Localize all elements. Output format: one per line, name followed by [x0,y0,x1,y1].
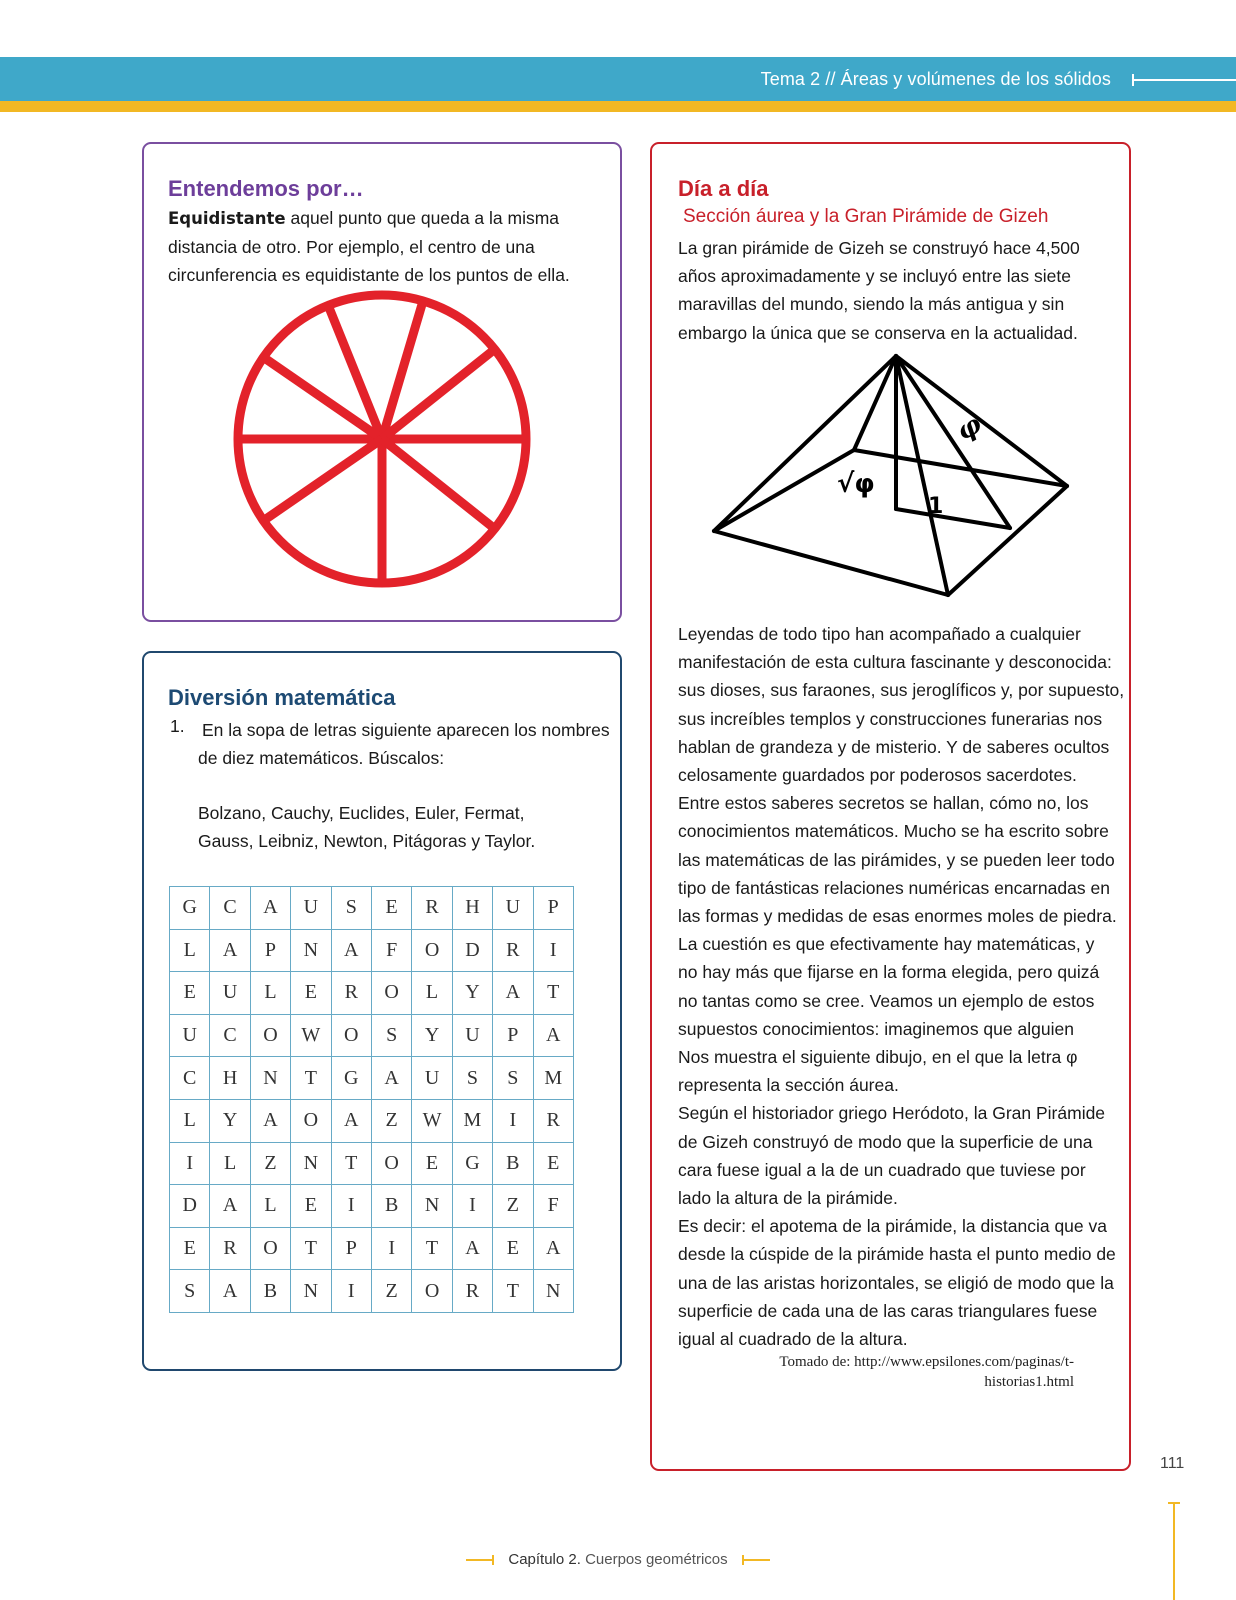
grid-letter: P [331,1227,371,1270]
footer-chapter-label: Capítulo 2. [508,1551,581,1568]
grid-letter: E [412,1142,452,1185]
dia-title: Día a día [678,176,769,201]
sqrt-phi-label: √φ [837,469,875,499]
diversion-title: Diversión matemática [168,685,396,710]
grid-letter: R [331,972,371,1015]
diversion-instruction [198,716,610,772]
page-number: 111 [1160,1455,1185,1472]
grid-letter: A [250,1099,290,1142]
radius-line [382,439,495,529]
grid-letter: T [412,1227,452,1270]
grid-letter: S [452,1057,492,1100]
body-line: Es decir: el apotema de la pirámide, la distancia que va [678,1216,1107,1237]
footer-chapter-name: Cuerpos geométricos [580,1551,728,1568]
grid-letter: W [291,1014,331,1057]
names-line-2: Gauss, Leibniz, Newton, Pitágoras y Taylor. [198,831,536,852]
grid-letter: M [533,1057,573,1100]
grid-letter: C [210,887,250,930]
body-line: sus increíbles templos y construcciones funerarias nos [678,708,1103,729]
grid-letter: S [331,887,371,930]
grid-letter: T [291,1227,331,1270]
grid-row [170,1014,574,1057]
grid-letter: L [170,929,210,972]
grid-letter: A [331,929,371,972]
grid-letter: F [371,929,411,972]
grid-letter: A [210,1270,250,1313]
grid-letter: L [250,1185,290,1228]
grid-letter: A [452,1227,492,1270]
circle-spokes-diagram [224,286,536,598]
dia-intro [678,234,1080,347]
grid-letter: G [331,1057,371,1100]
header-line [1132,79,1236,81]
grid-letter: N [533,1270,573,1313]
footer [0,1551,1236,1568]
grid-letter: P [533,887,573,930]
grid-letter: N [291,1270,331,1313]
body-line: una de las aristas horizontales, se eligió de modo que la [678,1272,1114,1293]
grid-letter: M [452,1099,492,1142]
body-line: tipo de fantásticas relaciones numéricas encarnadas en [678,877,1110,898]
grid-letter: U [170,1014,210,1057]
body-line: representa la sección áurea. [678,1075,899,1096]
grid-letter: O [371,972,411,1015]
footer-right-rule [742,1559,770,1561]
body-line: las matemáticas de las pirámides, y se pueden leer todo [678,849,1115,870]
grid-letter: I [452,1185,492,1228]
grid-letter: C [170,1057,210,1100]
entendemos-title: Entendemos por… [168,176,364,201]
body-line: igual al cuadrado de la altura. [678,1329,908,1350]
grid-row [170,972,574,1015]
grid-letter: L [250,972,290,1015]
grid-letter: N [291,929,331,972]
body-line: no hay más que fijarse en la forma elegida, pero quizá [678,962,1100,983]
grid-letter: S [170,1270,210,1313]
grid-letter: B [371,1185,411,1228]
dia-subtitle: Sección áurea y la Gran Pirámide de Gizeh [683,206,1049,227]
grid-letter: I [331,1270,371,1313]
body-line: de Gizeh construyó de modo que la superficie de una [678,1131,1093,1152]
body-line: cara fuese igual a la de un cuadrado que tuviese por [678,1159,1086,1180]
body-line: Leyendas de todo tipo han acompañado a cualquier [678,624,1081,644]
body-line: supuestos conocimientos: imaginemos que alguien [678,1018,1074,1039]
grid-row [170,1099,574,1142]
grid-letter: A [250,887,290,930]
half-base-line [896,509,1010,528]
instruction-line-1: En la sopa de letras siguiente aparecen los nombres [202,720,610,740]
grid-letter: C [210,1014,250,1057]
radius-line [263,439,382,521]
intro-line: maravillas del mundo, siendo la más antigua y sin [678,294,1065,315]
grid-letter: D [170,1185,210,1228]
entendemos-line-2: distancia de otro. Por ejemplo, el centro de una [168,237,535,258]
body-line: hablan de grandeza y de misterio. Y de saberes ocultos [678,736,1110,757]
grid-letter: E [291,972,331,1015]
grid-letter: L [170,1099,210,1142]
grid-letter: S [493,1057,533,1100]
grid-letter: P [250,929,290,972]
grid-row [170,887,574,930]
grid-letter: O [250,1014,290,1057]
grid-letter: W [412,1099,452,1142]
grid-letter: Z [371,1099,411,1142]
grid-letter: A [331,1099,371,1142]
grid-letter: A [493,972,533,1015]
grid-letter: R [210,1227,250,1270]
grid-letter: O [291,1099,331,1142]
body-line: las formas y medidas de esas enormes moles de piedra. [678,906,1117,927]
grid-letter: O [412,1270,452,1313]
grid-letter: N [412,1185,452,1228]
pyramid-diagram [700,352,1080,604]
grid-letter: E [493,1227,533,1270]
grid-letter: E [371,887,411,930]
body-line: La cuestión es que efectivamente hay matemáticas, y [678,934,1095,955]
grid-letter: L [412,972,452,1015]
grid-letter: B [250,1270,290,1313]
intro-line: años aproximadamente y se incluyó entre las siete [678,266,1071,287]
grid-letter: U [291,887,331,930]
grid-letter: A [210,1185,250,1228]
body-line: superficie de cada una de las caras triangulares fuese [678,1300,1098,1321]
grid-letter: I [533,929,573,972]
grid-letter: A [533,1014,573,1057]
grid-letter: H [210,1057,250,1100]
grid-letter: E [170,1227,210,1270]
grid-letter: R [412,887,452,930]
grid-letter: A [210,929,250,972]
grid-letter: T [533,972,573,1015]
entendemos-term: Equidistante [168,209,286,228]
header-title: Tema 2 // Áreas y volúmenes de los sólidos [760,69,1111,89]
grid-letter: T [331,1142,371,1185]
entendemos-line-1: aquel punto que queda a la misma [285,208,560,228]
grid-row [170,1270,574,1313]
grid-letter: R [452,1270,492,1313]
grid-letter: I [331,1185,371,1228]
dia-body-text [678,620,1124,1353]
grid-letter: Y [412,1014,452,1057]
base-edge [948,486,1067,595]
body-line: lado la altura de la pirámide. [678,1188,898,1209]
grid-letter: U [493,887,533,930]
grid-letter: G [170,887,210,930]
grid-letter: Z [493,1185,533,1228]
grid-row [170,929,574,972]
pyramid-edge [854,356,896,450]
one-label: 1 [928,494,944,519]
entendemos-line-3: circunferencia es equidistante de los puntos de ella. [168,265,570,286]
grid-letter: O [412,929,452,972]
grid-letter: P [493,1014,533,1057]
grid-letter: E [291,1185,331,1228]
grid-letter: I [493,1099,533,1142]
pyramid-edge [714,356,896,531]
grid-letter: D [452,929,492,972]
grid-letter: E [533,1142,573,1185]
grid-row [170,1185,574,1228]
grid-letter: Y [452,972,492,1015]
grid-letter: G [452,1142,492,1185]
body-line: sus dioses, sus faraones, sus jeroglíficos y, por supuesto, [678,680,1125,701]
header-gold-stripe [0,101,1236,112]
body-line: desde la cúspide de la pirámide hasta el punto medio de [678,1244,1116,1265]
grid-letter: T [493,1270,533,1313]
grid-row [170,1057,574,1100]
names-line-1: Bolzano, Cauchy, Euclides, Euler, Fermat, [198,803,525,823]
instruction-line-2: de diez matemáticos. Búscalos: [198,748,445,769]
grid-letter: A [371,1057,411,1100]
base-edge [714,531,948,595]
grid-letter: F [533,1185,573,1228]
grid-letter: L [210,1142,250,1185]
grid-letter: B [493,1142,533,1185]
source-citation [779,1352,1074,1392]
grid-letter: O [371,1142,411,1185]
body-line: Según el historiador griego Heródoto, la Gran Pirámide [678,1103,1106,1124]
word-search-grid [169,886,574,1313]
grid-letter: U [412,1057,452,1100]
grid-letter: T [291,1057,331,1100]
body-line: celosamente guardados por poderosos sacerdotes. [678,765,1077,786]
body-line: conocimientos matemáticos. Mucho se ha escrito sobre [678,821,1109,842]
body-line: Entre estos saberes secretos se hallan, cómo no, los [678,793,1089,814]
grid-letter: Z [371,1270,411,1313]
grid-letter: N [291,1142,331,1185]
grid-letter: H [452,887,492,930]
body-line: manifestación de esta cultura fascinante y desconocida: [678,652,1112,673]
grid-letter: A [533,1227,573,1270]
grid-letter: U [452,1014,492,1057]
intro-line: embargo la única que se conserva en la actualidad. [678,322,1078,343]
grid-letter: R [493,929,533,972]
list-number: 1. [170,716,185,736]
mathematicians-list [198,799,535,855]
grid-letter: I [371,1227,411,1270]
grid-row [170,1227,574,1270]
grid-letter: E [170,972,210,1015]
intro-line: La gran pirámide de Gizeh se construyó hace 4,500 [678,238,1080,258]
grid-letter: S [371,1014,411,1057]
grid-letter: Z [250,1142,290,1185]
grid-letter: U [210,972,250,1015]
phi-label: φ [951,409,987,447]
source-line-1: Tomado de: http://www.epsilones.com/paginas/t- [779,1354,1074,1370]
footer-left-rule [466,1559,494,1561]
grid-row [170,1142,574,1185]
source-line-2: historias1.html [984,1374,1074,1390]
body-line: no tantas como se cree. Veamos un ejemplo de estos [678,990,1095,1011]
grid-letter: N [250,1057,290,1100]
entendemos-definition [168,204,570,290]
grid-letter: R [533,1099,573,1142]
grid-letter: O [331,1014,371,1057]
grid-letter: I [170,1142,210,1185]
grid-letter: Y [210,1099,250,1142]
grid-letter: O [250,1227,290,1270]
body-line: Nos muestra el siguiente dibujo, en el que la letra φ [678,1047,1078,1068]
